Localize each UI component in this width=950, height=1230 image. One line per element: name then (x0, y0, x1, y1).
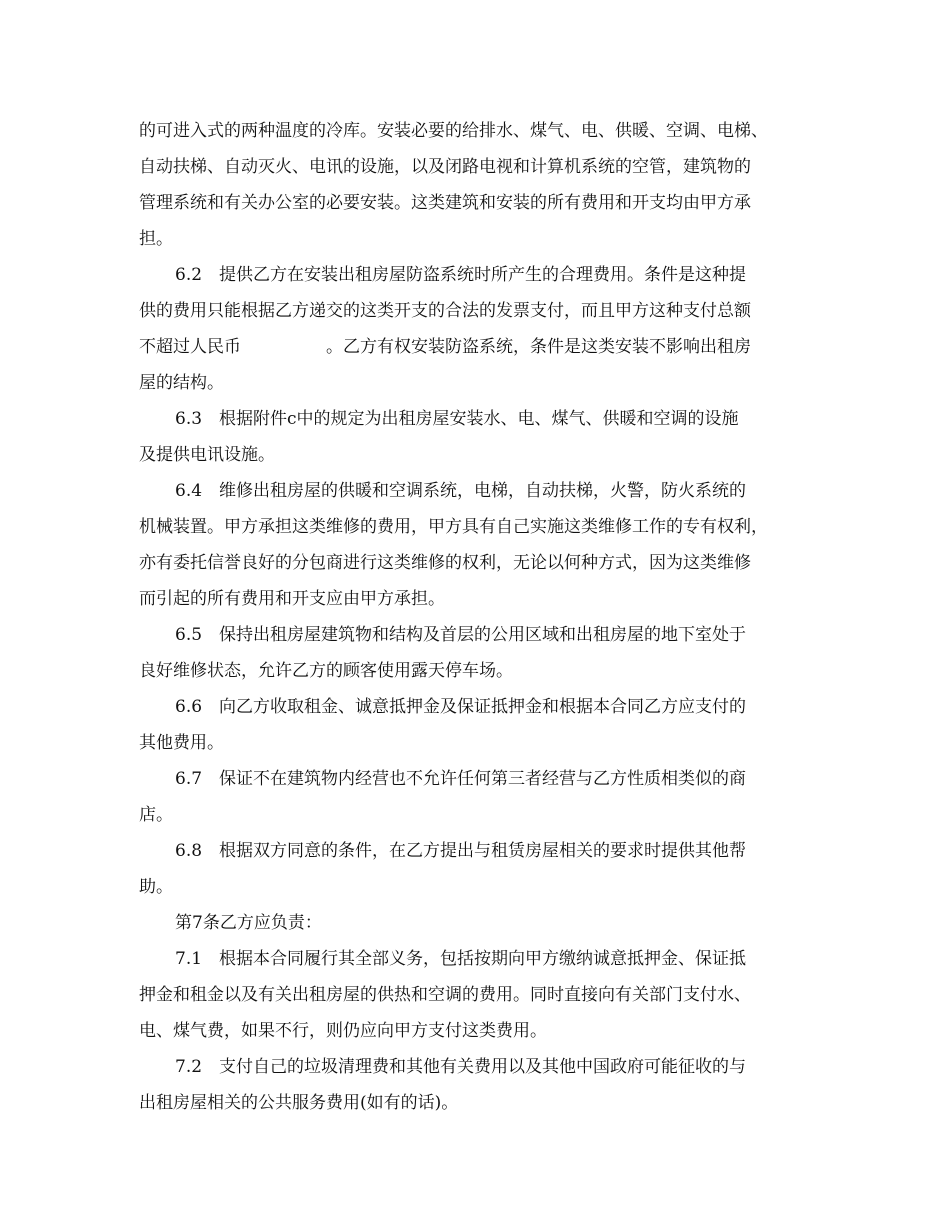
text-line: 助。 (139, 877, 173, 897)
clause-6-8: 6.8 根据双方同意的条件，在乙方提出与租赁房屋相关的要求时提供其他帮 (175, 841, 747, 861)
article-7-heading: 第7条乙方应负责： (175, 913, 322, 933)
text-line: 亦有委托信誉良好的分包商进行这类维修的权利，无论以何种方式，因为这类维修 (139, 553, 751, 573)
text-line: 不超过人民币 。乙方有权安装防盗系统，条件是这类安装不影响出租房 (139, 337, 751, 357)
clause-6-6: 6.6 向乙方收取租金、诚意抵押金及保证抵押金和根据本合同乙方应支付的 (175, 697, 747, 717)
text-line: 屋的结构。 (139, 373, 224, 393)
clause-6-7: 6.7 保证不在建筑物内经营也不允许任何第三者经营与乙方性质相类似的商 (175, 769, 747, 789)
clause-6-4: 6.4 维修出租房屋的供暖和空调系统，电梯，自动扶梯，火警，防火系统的 (175, 481, 747, 501)
text-line: 自动扶梯、自动灭火、电讯的设施，以及闭路电视和计算机系统的空管，建筑物的 (139, 157, 751, 177)
text-line: 的可进入式的两种温度的冷库。安装必要的给排水、煤气、电、供暖、空调、电梯、 (139, 121, 768, 141)
text-line: 出租房屋相关的公共服务费用(如有的话)。 (139, 1093, 459, 1113)
clause-6-5: 6.5 保持出租房屋建筑物和结构及首层的公用区域和出租房屋的地下室处于 (175, 625, 747, 645)
clause-6-3: 6.3 根据附件c中的规定为出租房屋安装水、电、煤气、供暖和空调的设施 (175, 409, 739, 429)
clause-6-2: 6.2 提供乙方在安装出租房屋防盗系统时所产生的合理费用。条件是这种提 (175, 265, 747, 285)
text-line: 良好维修状态，允许乙方的顾客使用露天停车场。 (139, 661, 513, 681)
text-line: 机械装置。甲方承担这类维修的费用，甲方具有自己实施这类维修工作的专有权利， (139, 517, 768, 537)
clause-7-1: 7.1 根据本合同履行其全部义务，包括按期向甲方缴纳诚意抵押金、保证抵 (175, 949, 747, 969)
text-line: 店。 (139, 805, 173, 825)
text-line: 其他费用。 (139, 733, 224, 753)
text-line: 电、煤气费，如果不行，则仍应向甲方支付这类费用。 (139, 1021, 547, 1041)
text-line: 供的费用只能根据乙方递交的这类开支的合法的发票支付，而且甲方这种支付总额 (139, 301, 751, 321)
text-line: 担。 (139, 229, 173, 249)
clause-7-2: 7.2 支付自己的垃圾清理费和其他有关费用以及其他中国政府可能征收的与 (175, 1057, 747, 1077)
text-line: 押金和租金以及有关出租房屋的供热和空调的费用。同时直接向有关部门支付水、 (139, 985, 751, 1005)
text-line: 而引起的所有费用和开支应由甲方承担。 (139, 589, 445, 609)
text-line: 管理系统和有关办公室的必要安装。这类建筑和安装的所有费用和开支均由甲方承 (139, 193, 751, 213)
text-line: 及提供电讯设施。 (139, 445, 275, 465)
